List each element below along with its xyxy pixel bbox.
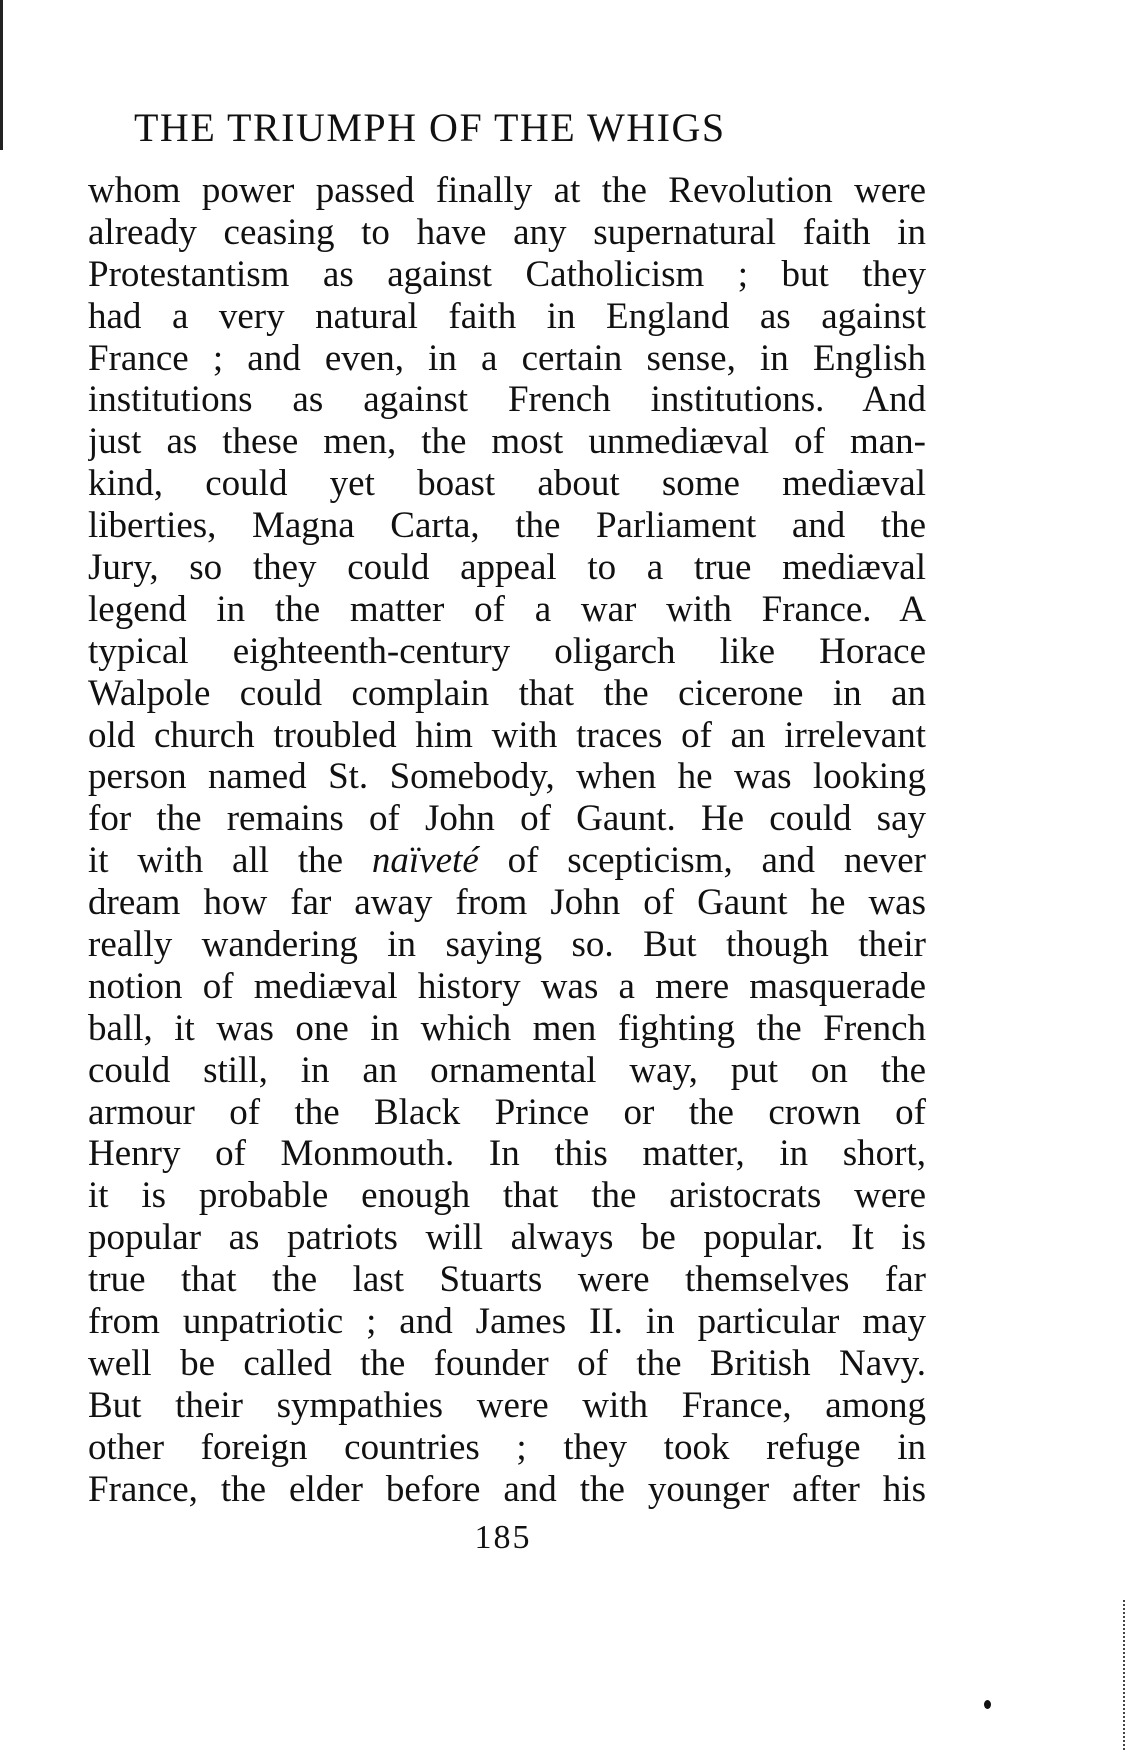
text-line: ball, it was one in which men fighting the French [88, 1007, 926, 1049]
text-line: other foreign countries ; they took refuge in [88, 1426, 926, 1468]
text-line: could still, in an ornamental way, put on the [88, 1049, 926, 1091]
page-number: 185 [474, 1519, 532, 1556]
text-line: legend in the matter of a war with France. A [88, 588, 926, 630]
scan-edge-mark [0, 0, 3, 150]
scan-speck [984, 1700, 991, 1709]
text-line-with-italic [88, 840, 926, 882]
text-line: had a very natural faith in England as against [88, 295, 926, 337]
text-line: it is probable enough that the aristocrats were [88, 1175, 926, 1217]
text-line: typical eighteenth-century oligarch like Horace [88, 630, 926, 672]
text-line: institutions as against French institutions. And [88, 379, 926, 421]
text-line: from unpatriotic ; and James II. in particular may [88, 1301, 926, 1343]
text-line: France ; and even, in a certain sense, in English [88, 337, 926, 379]
text-line: true that the last Stuarts were themselves far [88, 1259, 926, 1301]
text-line: popular as patriots will always be popular. It is [88, 1217, 926, 1259]
text-line: Jury, so they could appeal to a true mediæval [88, 547, 926, 589]
text-line: really wandering in saying so. But though their [88, 924, 926, 966]
text-line: Protestantism as against Catholicism ; but they [88, 253, 926, 295]
text-line: well be called the founder of the British Navy. [88, 1342, 926, 1384]
text-line: old church troubled him with traces of an irrelevant [88, 714, 926, 756]
text-line: person named St. Somebody, when he was looking [88, 756, 926, 798]
text-line: whom power passed finally at the Revolution were [88, 170, 926, 211]
scan-edge-mark [1121, 1600, 1125, 1750]
text-segment: it with all the [88, 840, 372, 882]
text-line: Walpole could complain that the cicerone in an [88, 672, 926, 714]
text-line: for the remains of John of Gaunt. He could say [88, 798, 926, 840]
text-line: But their sympathies were with France, among [88, 1384, 926, 1426]
text-line: France, the elder before and the younger after his [88, 1468, 926, 1510]
text-line: dream how far away from John of Gaunt he was [88, 882, 926, 924]
text-line: notion of mediæval history was a mere masquerade [88, 965, 926, 1007]
text-line: kind, could yet boast about some mediæval [88, 463, 926, 505]
text-line: Henry of Monmouth. In this matter, in short, [88, 1133, 926, 1175]
text-segment: of scepticism, and never [478, 840, 926, 882]
body-text [88, 170, 926, 1511]
text-line: already ceasing to have any supernatural faith in [88, 211, 926, 253]
italic-term: naïveté [371, 840, 479, 882]
text-line: armour of the Black Prince or the crown of [88, 1091, 926, 1133]
text-line: just as these men, the most unmediæval of man- [88, 421, 926, 463]
running-head: THE TRIUMPH OF THE WHIGS [134, 105, 726, 150]
text-line: liberties, Magna Carta, the Parliament and the [88, 505, 926, 547]
